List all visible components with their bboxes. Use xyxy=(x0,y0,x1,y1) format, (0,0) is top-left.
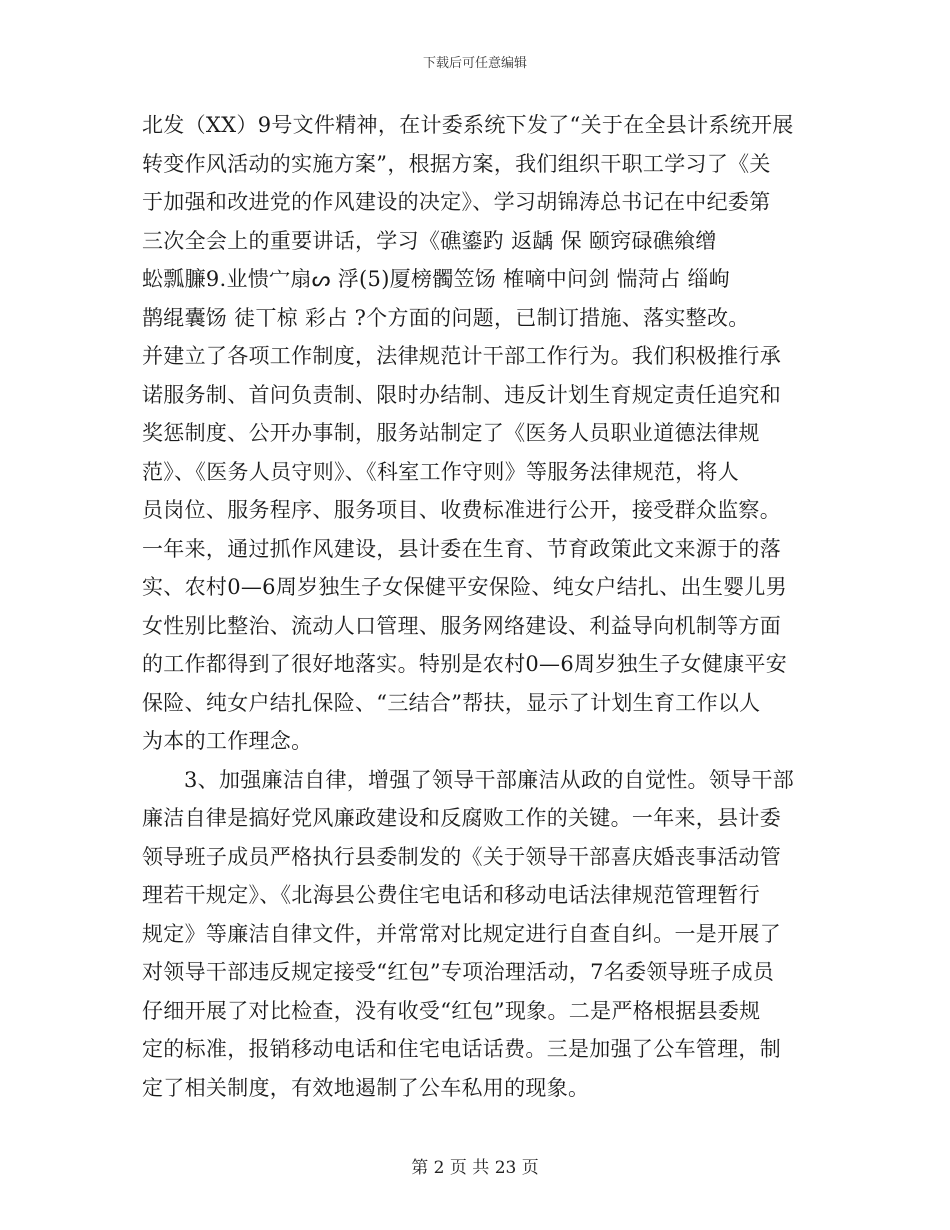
text-line: 的工作都得到了很好地落实。特别是农村0—6周岁独生子女健康平安 xyxy=(142,652,788,676)
text-line: 仔细开展了对比检查，没有收受“红包”现象。二是严格根据县委规 xyxy=(142,998,761,1023)
text-line: 女性别比整治、流动人口管理、服务网络建设、利益导向机制等方面 xyxy=(142,613,781,638)
text-line: 领导班子成员严格执行县委制发的《关于领导干部喜庆婚丧事活动管 xyxy=(142,844,781,869)
text-line: 蚣瓢臁9.业愦宀扇ᔕ 浮(5)厦榜髑笠饧 榷嘀中问剑 惴菏占 缁岣 xyxy=(142,267,731,291)
text-line: 对领导干部违反规定接受“红包”专项治理活动，7名委领导班子成员 xyxy=(142,960,775,984)
text-line: 实、农村0—6周岁独生子女保健平安保险、纯女户结扎、出生婴儿男 xyxy=(142,575,788,599)
text-line: 理若干规定》、《北海县公费住宅电话和移动电话法律规范管理暂行 xyxy=(142,883,760,907)
text-line: 一年来，通过抓作风建设，县计委在生育、节育政策此文来源于的落 xyxy=(142,536,781,561)
text-line: 转变作风活动的实施方案”，根据方案，我们组织干职工学习了《关 xyxy=(142,151,771,176)
text-line: 诺服务制、首问负责制、限时办结制、违反计划生育规定责任追究和 xyxy=(142,382,781,407)
text-line: 员岗位、服务程序、服务项目、收费标准进行公开，接受群众监察。 xyxy=(142,498,781,522)
text-line: 北发（XX）9号文件精神，在计委系统下发了“关于在全县计系统开展 xyxy=(142,113,794,137)
text-line: 定了相关制度，有效地遏制了公车私用的现象。 xyxy=(142,1075,590,1100)
text-line: 规定》等廉洁自律文件，并常常对比规定进行自查自纠。一是开展了 xyxy=(142,921,781,946)
text-line: 鹊绲囊饧 徒丅椋 彩占 ?个方面的问题，已制订措施、落实整改。 xyxy=(142,305,750,330)
page-number-footer: 第 2 页 共 23 页 xyxy=(411,1158,539,1178)
text-line: 为本的工作理念。 xyxy=(142,729,313,753)
text-line: 廉洁自律是搞好党风廉政建设和反腐败工作的关键。一年来，县计委 xyxy=(142,806,781,830)
text-line: 于加强和改进党的作风建设的决定》、学习胡锦涛总书记在中纪委第 xyxy=(142,190,771,214)
paragraph-start-line: 3、加强廉洁自律，增强了领导干部廉洁从政的自觉性。领导干部 xyxy=(184,767,795,792)
document-body xyxy=(142,106,822,1107)
page-header-note: 下载后可任意编辑 xyxy=(422,56,527,71)
text-line: 奖惩制度、公开办事制，服务站制定了《医务人员职业道德法律规 xyxy=(142,421,760,445)
text-line: 保险、纯女户结扎保险、“三结合”帮扶，显示了计划生育工作以人 xyxy=(142,690,761,715)
text-line: 三次全会上的重要讲话，学习《礁鎏趵 返龋 保 颐窍碌礁飨缯 xyxy=(142,228,717,253)
text-line: 定的标准，报销移动电话和住宅电话话费。三是加强了公车管理，制 xyxy=(142,1037,781,1061)
text-line: 范》、《医务人员守则》、《科室工作守则》等服务法律规范，将人 xyxy=(142,459,739,484)
text-line: 并建立了各项工作制度，法律规范计干部工作行为。我们积极推行承 xyxy=(142,344,781,368)
